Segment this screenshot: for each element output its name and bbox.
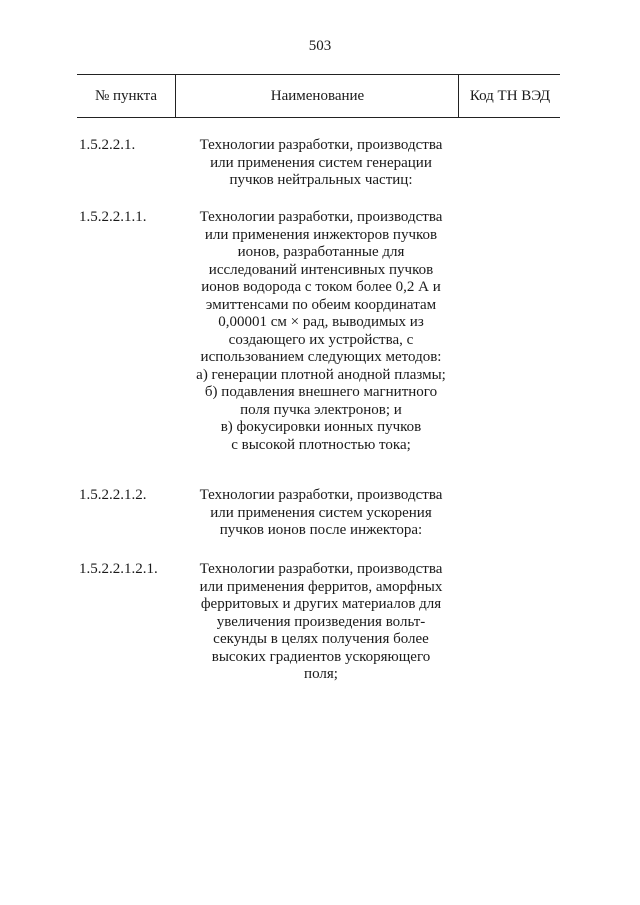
text-line: исследований интенсивных пучков [208, 261, 434, 278]
text-line: Технологии разработки, производства [199, 137, 443, 153]
header-item-number: № пункта [94, 88, 158, 104]
table-header [77, 74, 560, 118]
header-code: Код ТН ВЭД [458, 75, 561, 117]
item-number: 1.5.2.2.1. [79, 137, 136, 153]
text-line: секунды в целях получения более [213, 631, 429, 647]
text-line: увеличения произведения вольт- [216, 613, 426, 630]
text-line: высоких градиентов ускоряющего [211, 648, 431, 665]
text-line: Технологии разработки, производства [199, 487, 443, 503]
item-number: 1.5.2.2.1.2. [79, 487, 147, 503]
text-line: ионов, разработанные для [237, 244, 405, 260]
text-line: 0,00001 см × рад, выводимых из [218, 314, 424, 330]
text-line: пучков ионов после инжектора: [219, 522, 423, 538]
text-line: а) генерации плотной анодной плазмы; [196, 366, 446, 383]
text-line: или применения систем ускорения [210, 504, 432, 521]
text-line: Технологии разработки, производства [199, 561, 443, 577]
text-line: или применения ферритов, аморфных [199, 578, 443, 595]
text-line: создающего их устройства, с [228, 331, 414, 348]
text-line: или применения инжекторов пучков [204, 226, 438, 243]
text-line: б) подавления внешнего магнитного [204, 384, 438, 400]
text-line: ферритовых и других материалов для [200, 596, 442, 612]
text-line: ионов водорода с током более 0,2 А и [201, 279, 441, 295]
text-line: поля пучка электронов; и [240, 401, 402, 418]
text-line: эмиттенсами по обеим координатам [205, 296, 437, 313]
item-number: 1.5.2.2.1.1. [79, 209, 147, 225]
text-line: с высокой плотностью тока; [231, 436, 411, 453]
text-line: или применения систем генерации [210, 154, 432, 171]
item-description [181, 561, 461, 684]
text-line: Технологии разработки, производства [199, 209, 443, 225]
item-description [181, 209, 461, 454]
text-line: поля; [304, 666, 338, 682]
text-line: пучков нейтральных частиц: [229, 172, 413, 188]
text-line: использованием следующих методов: [200, 349, 442, 365]
item-description [181, 487, 461, 540]
item-number: 1.5.2.2.1.2.1. [79, 561, 158, 577]
page-number: 503 [308, 38, 332, 54]
text-line: в) фокусировки ионных пучков [220, 419, 422, 435]
item-description [181, 137, 461, 190]
header-name: Наименование [175, 75, 459, 117]
